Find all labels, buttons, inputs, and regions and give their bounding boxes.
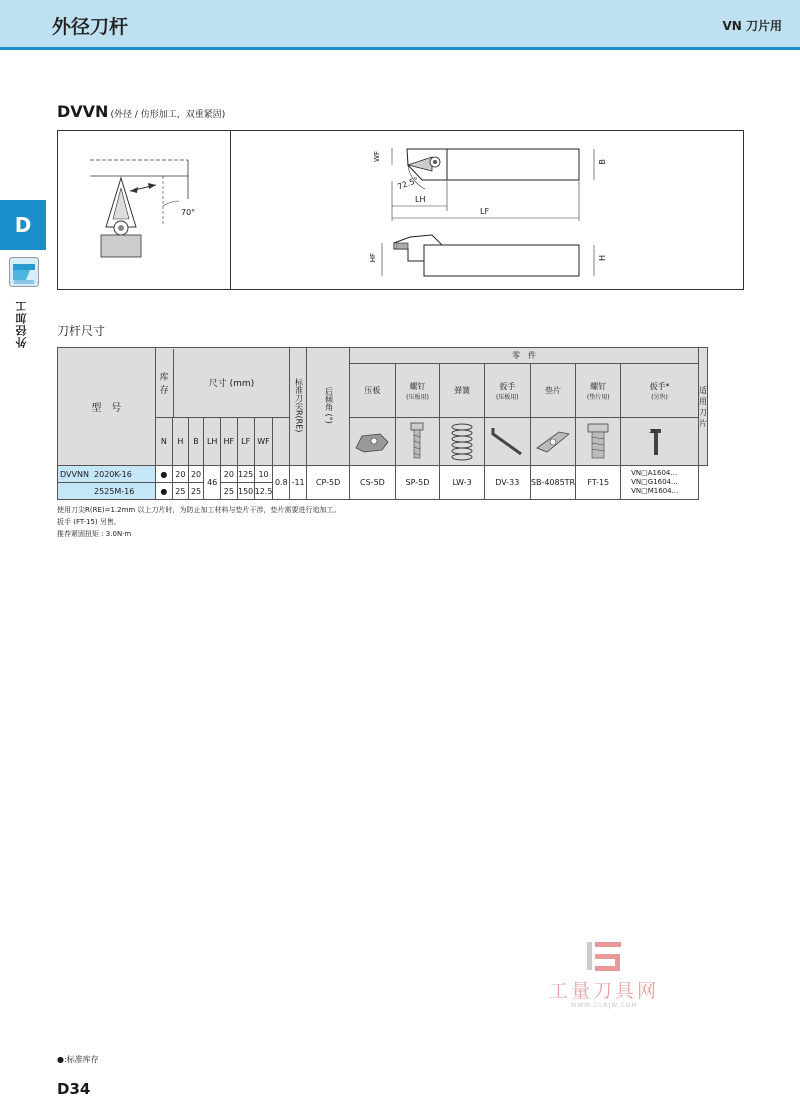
part-spring-header: 弹簧 xyxy=(440,364,485,418)
note-line: 使用刀尖R(RE)=1.2mm 以上刀片时，为防止加工材料与垫片干涉，垫片需要进行追加工。 xyxy=(57,506,341,514)
turning-tool-icon xyxy=(9,257,39,287)
col-lf: LF xyxy=(237,418,254,466)
part-clamp-wrench-header: 扳手 (压板用) xyxy=(484,364,530,418)
part-shim-header: 垫片 xyxy=(530,364,576,418)
tool-diagram xyxy=(57,130,744,290)
torx-wrench-icon xyxy=(621,418,699,466)
value-lf: 150 xyxy=(237,483,254,500)
insert-header: 适用刀片 xyxy=(699,348,708,466)
part-clamp: CP-5D xyxy=(307,466,350,500)
part-shim: DV-33 xyxy=(484,466,530,500)
part-clamp-header: 压板 xyxy=(350,364,396,418)
watermark-url: WWW.GLRJW.COM xyxy=(570,1002,638,1009)
section-title xyxy=(57,102,225,121)
part-clamp-screw: CS-5D xyxy=(350,466,396,500)
watermark xyxy=(537,940,671,1020)
parts-header: 零 件 xyxy=(350,348,699,364)
part-spring: SP-5D xyxy=(395,466,439,500)
table-row-model: DVVNN 2020K-16 xyxy=(58,466,156,483)
chapter-tab[interactable]: D xyxy=(0,200,46,250)
col-lh: LH xyxy=(204,418,221,466)
value-b: 20 xyxy=(188,466,204,483)
product-description: (外径 / 仿形加工，双重紧固) xyxy=(110,110,226,120)
applicable-inserts: VN□A1604... VN□G1604... VN□M1604... xyxy=(621,466,699,500)
note-line: 推荐紧固扭矩 : 3.0N·m xyxy=(57,530,132,538)
dimension-h: H xyxy=(598,255,607,262)
col-wf: WF xyxy=(254,418,273,466)
part-shim-screw-header: 螺钉 (垫片用) xyxy=(576,364,621,418)
page-header xyxy=(0,0,800,50)
watermark-brand: 工量刀具网 xyxy=(548,980,659,1002)
shim-icon xyxy=(530,418,576,466)
stock-mark: ● xyxy=(155,466,172,483)
part-clamp-wrench: LW-3 xyxy=(440,466,485,500)
tip-angle: 72.5° xyxy=(396,175,420,192)
dimension-lf: LF xyxy=(480,207,490,216)
col-n: N xyxy=(155,418,172,466)
spec-table xyxy=(57,347,708,500)
stock-mark: ● xyxy=(155,483,172,500)
value-lf: 125 xyxy=(237,466,254,483)
page-subtitle: VN 刀片用 xyxy=(722,19,782,33)
dimension-hf: HF xyxy=(369,253,377,263)
size-header: 尺寸 (mm) xyxy=(208,379,255,389)
dimension-wf: WF xyxy=(373,151,381,162)
approach-angle: 70° xyxy=(181,208,196,217)
value-wf: 10 xyxy=(254,466,273,483)
part-wrench: FT-15 xyxy=(576,466,621,500)
dimension-lh: LH xyxy=(415,195,426,204)
part-shim-screw: SB-4085TR xyxy=(530,466,576,500)
value-wf: 12.5 xyxy=(254,483,273,500)
note-line: 扳手 (FT-15) 另售。 xyxy=(57,518,121,526)
screw-icon xyxy=(395,418,439,466)
col-spacer xyxy=(273,418,290,466)
back-rake-header: 后倾角 (°) xyxy=(307,348,350,466)
model-header: 型 号 xyxy=(58,348,156,466)
stock-size-header xyxy=(155,348,290,418)
stock-legend: ●:标准库存 xyxy=(57,1055,99,1064)
value-angle: -11 xyxy=(290,466,307,500)
wrench-size: 20 xyxy=(649,429,656,435)
product-code: DVVN xyxy=(57,102,109,121)
chapter-label: 外径加工 xyxy=(15,300,28,348)
page-title: 外径刀杆 xyxy=(52,16,129,38)
value-re: 0.8 xyxy=(273,466,290,500)
spring-icon xyxy=(440,418,485,466)
value-b: 25 xyxy=(188,483,204,500)
col-b: B xyxy=(188,418,204,466)
nose-radius-header: 标准刀尖R(RE) xyxy=(290,348,307,466)
shim-screw-icon xyxy=(576,418,621,466)
value-hf: 25 xyxy=(221,483,238,500)
col-hf: HF xyxy=(221,418,238,466)
dimensions-heading: 刀杆尺寸 xyxy=(57,324,106,338)
diagram-divider xyxy=(230,131,231,289)
notes xyxy=(57,504,340,540)
hex-wrench-icon xyxy=(484,418,530,466)
clamp-icon xyxy=(350,418,396,466)
dimension-b: B xyxy=(598,159,607,165)
value-hf: 20 xyxy=(221,466,238,483)
col-h: H xyxy=(173,418,189,466)
watermark-logo-icon xyxy=(585,940,625,974)
value-h: 20 xyxy=(173,466,189,483)
stock-header: 库存 xyxy=(156,349,174,417)
page-number: D34 xyxy=(57,1080,91,1098)
table-row-model: 2525M-16 xyxy=(58,483,156,500)
part-wrench-header: 扳手* (另售) xyxy=(621,364,699,418)
value-lh: 46 xyxy=(204,466,221,500)
value-h: 25 xyxy=(173,483,189,500)
application-drawing xyxy=(58,131,230,289)
part-clamp-screw-header: 螺钉 (压板用) xyxy=(395,364,439,418)
